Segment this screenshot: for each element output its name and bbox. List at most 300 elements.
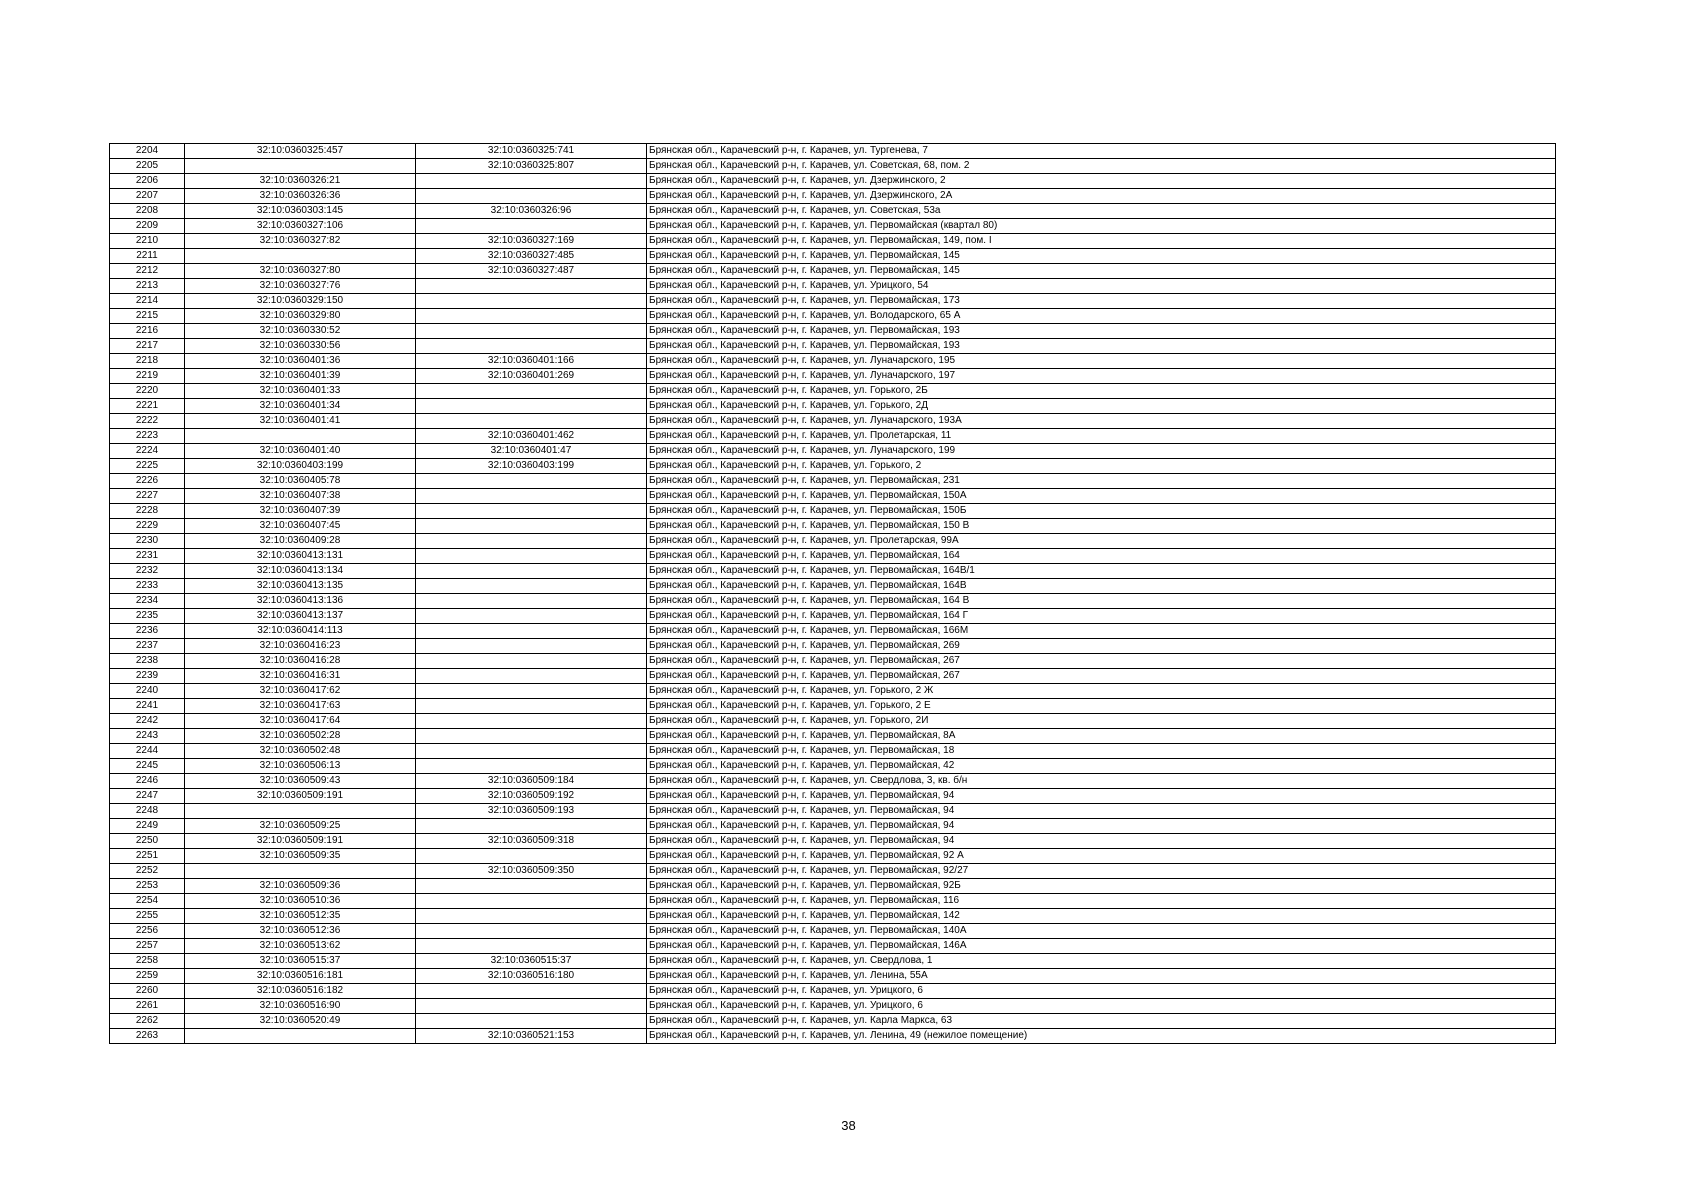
address-cell: Брянская обл., Карачевский р-н, г. Карачев, ул. Пролетарская, 11 [647, 429, 1556, 444]
address-cell: Брянская обл., Карачевский р-н, г. Карачев, ул. Ленина, 55А [647, 969, 1556, 984]
address-cell: Брянская обл., Карачевский р-н, г. Карачев, ул. Первомайская, 142 [647, 909, 1556, 924]
cadastral-number-cell: 32:10:0360327:76 [185, 279, 416, 294]
table-row [110, 354, 1556, 369]
object-number-cell [416, 879, 647, 894]
table-row [110, 159, 1556, 174]
object-number-cell [416, 474, 647, 489]
table-row [110, 864, 1556, 879]
row-number-cell: 2232 [110, 564, 185, 579]
cadastral-number-cell: 32:10:0360409:28 [185, 534, 416, 549]
cadastral-number-cell: 32:10:0360506:13 [185, 759, 416, 774]
table-row [110, 804, 1556, 819]
table-row [110, 969, 1556, 984]
row-number-cell: 2235 [110, 609, 185, 624]
row-number-cell: 2214 [110, 294, 185, 309]
object-number-cell [416, 324, 647, 339]
table-row [110, 489, 1556, 504]
row-number-cell: 2215 [110, 309, 185, 324]
row-number-cell: 2262 [110, 1014, 185, 1029]
row-number-cell: 2212 [110, 264, 185, 279]
cadastral-number-cell: 32:10:0360516:182 [185, 984, 416, 999]
object-number-cell: 32:10:0360401:47 [416, 444, 647, 459]
address-cell: Брянская обл., Карачевский р-н, г. Карачев, ул. Горького, 2Б [647, 384, 1556, 399]
address-cell: Брянская обл., Карачевский р-н, г. Карачев, ул. Володарского, 65 А [647, 309, 1556, 324]
object-number-cell: 32:10:0360521:153 [416, 1029, 647, 1044]
object-number-cell: 32:10:0360515:37 [416, 954, 647, 969]
table-row [110, 144, 1556, 159]
table-row [110, 729, 1556, 744]
row-number-cell: 2234 [110, 594, 185, 609]
cadastral-number-cell: 32:10:0360509:191 [185, 834, 416, 849]
row-number-cell: 2257 [110, 939, 185, 954]
cadastral-number-cell: 32:10:0360401:34 [185, 399, 416, 414]
row-number-cell: 2250 [110, 834, 185, 849]
table-row [110, 474, 1556, 489]
address-cell: Брянская обл., Карачевский р-н, г. Карачев, ул. Советская, 53а [647, 204, 1556, 219]
object-number-cell [416, 759, 647, 774]
object-number-cell [416, 984, 647, 999]
address-cell: Брянская обл., Карачевский р-н, г. Карачев, ул. Первомайская, 193 [647, 339, 1556, 354]
cadastral-number-cell: 32:10:0360401:36 [185, 354, 416, 369]
row-number-cell: 2233 [110, 579, 185, 594]
table-row [110, 264, 1556, 279]
cadastral-number-cell: 32:10:0360414:113 [185, 624, 416, 639]
table-row [110, 279, 1556, 294]
object-number-cell: 32:10:0360401:462 [416, 429, 647, 444]
object-number-cell: 32:10:0360326:96 [416, 204, 647, 219]
address-cell: Брянская обл., Карачевский р-н, г. Карачев, ул. Первомайская, 146А [647, 939, 1556, 954]
table-row [110, 504, 1556, 519]
table-row [110, 294, 1556, 309]
registry-table [109, 143, 1556, 1044]
row-number-cell: 2209 [110, 219, 185, 234]
row-number-cell: 2238 [110, 654, 185, 669]
address-cell: Брянская обл., Карачевский р-н, г. Карачев, ул. Первомайская, 145 [647, 249, 1556, 264]
cadastral-number-cell: 32:10:0360509:25 [185, 819, 416, 834]
object-number-cell [416, 489, 647, 504]
table-row [110, 309, 1556, 324]
cadastral-number-cell: 32:10:0360510:36 [185, 894, 416, 909]
cadastral-number-cell: 32:10:0360502:28 [185, 729, 416, 744]
cadastral-number-cell: 32:10:0360326:36 [185, 189, 416, 204]
object-number-cell [416, 819, 647, 834]
row-number-cell: 2216 [110, 324, 185, 339]
address-cell: Брянская обл., Карачевский р-н, г. Карачев, ул. Дзержинского, 2А [647, 189, 1556, 204]
cadastral-number-cell: 32:10:0360512:36 [185, 924, 416, 939]
table-row [110, 594, 1556, 609]
cadastral-number-cell: 32:10:0360509:35 [185, 849, 416, 864]
table-row [110, 894, 1556, 909]
row-number-cell: 2247 [110, 789, 185, 804]
table-row [110, 819, 1556, 834]
object-number-cell [416, 504, 647, 519]
table-row [110, 429, 1556, 444]
row-number-cell: 2245 [110, 759, 185, 774]
table-row [110, 669, 1556, 684]
table-row [110, 339, 1556, 354]
address-cell: Брянская обл., Карачевский р-н, г. Карачев, ул. Первомайская, 92/27 [647, 864, 1556, 879]
object-number-cell [416, 999, 647, 1014]
table-row [110, 954, 1556, 969]
object-number-cell [416, 294, 647, 309]
object-number-cell [416, 624, 647, 639]
address-cell: Брянская обл., Карачевский р-н, г. Карачев, ул. Первомайская, 140А [647, 924, 1556, 939]
address-cell: Брянская обл., Карачевский р-н, г. Карачев, ул. Горького, 2Д [647, 399, 1556, 414]
cadastral-number-cell: 32:10:0360417:62 [185, 684, 416, 699]
address-cell: Брянская обл., Карачевский р-н, г. Карачев, ул. Первомайская, 164 В [647, 594, 1556, 609]
object-number-cell: 32:10:0360403:199 [416, 459, 647, 474]
object-number-cell: 32:10:0360509:184 [416, 774, 647, 789]
address-cell: Брянская обл., Карачевский р-н, г. Карачев, ул. Первомайская, 94 [647, 804, 1556, 819]
cadastral-number-cell: 32:10:0360327:82 [185, 234, 416, 249]
table-row [110, 249, 1556, 264]
row-number-cell: 2244 [110, 744, 185, 759]
object-number-cell [416, 339, 647, 354]
row-number-cell: 2259 [110, 969, 185, 984]
cadastral-number-cell: 32:10:0360416:31 [185, 669, 416, 684]
object-number-cell [416, 414, 647, 429]
object-number-cell [416, 519, 647, 534]
object-number-cell: 32:10:0360325:741 [416, 144, 647, 159]
object-number-cell: 32:10:0360509:192 [416, 789, 647, 804]
row-number-cell: 2260 [110, 984, 185, 999]
address-cell: Брянская обл., Карачевский р-н, г. Карачев, ул. Первомайская, 269 [647, 639, 1556, 654]
address-cell: Брянская обл., Карачевский р-н, г. Карачев, ул. Первомайская, 231 [647, 474, 1556, 489]
table-row [110, 534, 1556, 549]
row-number-cell: 2239 [110, 669, 185, 684]
table-row [110, 1029, 1556, 1044]
row-number-cell: 2230 [110, 534, 185, 549]
cadastral-number-cell: 32:10:0360330:56 [185, 339, 416, 354]
address-cell: Брянская обл., Карачевский р-н, г. Карачев, ул. Ленина, 49 (нежилое помещение) [647, 1029, 1556, 1044]
address-cell: Брянская обл., Карачевский р-н, г. Карачев, ул. Первомайская, 164В/1 [647, 564, 1556, 579]
table-row [110, 879, 1556, 894]
object-number-cell [416, 534, 647, 549]
table-row [110, 639, 1556, 654]
table-row [110, 234, 1556, 249]
row-number-cell: 2240 [110, 684, 185, 699]
row-number-cell: 2225 [110, 459, 185, 474]
address-cell: Брянская обл., Карачевский р-н, г. Карачев, ул. Первомайская, 145 [647, 264, 1556, 279]
table-row [110, 579, 1556, 594]
address-cell: Брянская обл., Карачевский р-н, г. Карачев, ул. Первомайская, 94 [647, 834, 1556, 849]
table-row [110, 459, 1556, 474]
table-row [110, 324, 1556, 339]
table-row [110, 834, 1556, 849]
table-row [110, 774, 1556, 789]
cadastral-number-cell [185, 1029, 416, 1044]
address-cell: Брянская обл., Карачевский р-н, г. Карачев, ул. Луначарского, 193А [647, 414, 1556, 429]
row-number-cell: 2205 [110, 159, 185, 174]
object-number-cell: 32:10:0360325:807 [416, 159, 647, 174]
address-cell: Брянская обл., Карачевский р-н, г. Карачев, ул. Советская, 68, пом. 2 [647, 159, 1556, 174]
cadastral-number-cell: 32:10:0360416:23 [185, 639, 416, 654]
address-cell: Брянская обл., Карачевский р-н, г. Карачев, ул. Первомайская, 92Б [647, 879, 1556, 894]
cadastral-number-cell: 32:10:0360516:90 [185, 999, 416, 1014]
cadastral-number-cell: 32:10:0360417:63 [185, 699, 416, 714]
table-row [110, 1014, 1556, 1029]
table-row [110, 369, 1556, 384]
address-cell: Брянская обл., Карачевский р-н, г. Карачев, ул. Первомайская, 150Б [647, 504, 1556, 519]
table-row [110, 189, 1556, 204]
cadastral-number-cell: 32:10:0360401:41 [185, 414, 416, 429]
object-number-cell: 32:10:0360327:487 [416, 264, 647, 279]
cadastral-number-cell: 32:10:0360330:52 [185, 324, 416, 339]
cadastral-number-cell: 32:10:0360327:80 [185, 264, 416, 279]
cadastral-number-cell: 32:10:0360329:80 [185, 309, 416, 324]
row-number-cell: 2251 [110, 849, 185, 864]
object-number-cell: 32:10:0360509:193 [416, 804, 647, 819]
object-number-cell [416, 609, 647, 624]
object-number-cell: 32:10:0360509:350 [416, 864, 647, 879]
page-number: 38 [841, 1118, 856, 1133]
object-number-cell [416, 639, 647, 654]
cadastral-number-cell [185, 864, 416, 879]
row-number-cell: 2229 [110, 519, 185, 534]
object-number-cell [416, 939, 647, 954]
table-row [110, 684, 1556, 699]
object-number-cell: 32:10:0360401:269 [416, 369, 647, 384]
object-number-cell: 32:10:0360401:166 [416, 354, 647, 369]
address-cell: Брянская обл., Карачевский р-н, г. Карачев, ул. Первомайская, 150 В [647, 519, 1556, 534]
object-number-cell [416, 189, 647, 204]
table-row [110, 999, 1556, 1014]
row-number-cell: 2206 [110, 174, 185, 189]
address-cell: Брянская обл., Карачевский р-н, г. Карачев, ул. Горького, 2 [647, 459, 1556, 474]
object-number-cell [416, 669, 647, 684]
object-number-cell [416, 744, 647, 759]
row-number-cell: 2224 [110, 444, 185, 459]
row-number-cell: 2249 [110, 819, 185, 834]
object-number-cell: 32:10:0360509:318 [416, 834, 647, 849]
address-cell: Брянская обл., Карачевский р-н, г. Карачев, ул. Первомайская (квартал 80) [647, 219, 1556, 234]
cadastral-number-cell: 32:10:0360329:150 [185, 294, 416, 309]
object-number-cell [416, 1014, 647, 1029]
object-number-cell [416, 849, 647, 864]
table-row [110, 549, 1556, 564]
address-cell: Брянская обл., Карачевский р-н, г. Карачев, ул. Луначарского, 199 [647, 444, 1556, 459]
object-number-cell [416, 564, 647, 579]
row-number-cell: 2220 [110, 384, 185, 399]
object-number-cell [416, 309, 647, 324]
address-cell: Брянская обл., Карачевский р-н, г. Карачев, ул. Свердлова, 1 [647, 954, 1556, 969]
address-cell: Брянская обл., Карачевский р-н, г. Карачев, ул. Горького, 2 Е [647, 699, 1556, 714]
row-number-cell: 2253 [110, 879, 185, 894]
cadastral-number-cell [185, 804, 416, 819]
address-cell: Брянская обл., Карачевский р-н, г. Карачев, ул. Первомайская, 42 [647, 759, 1556, 774]
cadastral-number-cell: 32:10:0360515:37 [185, 954, 416, 969]
table-row [110, 984, 1556, 999]
row-number-cell: 2255 [110, 909, 185, 924]
object-number-cell [416, 594, 647, 609]
cadastral-number-cell: 32:10:0360520:49 [185, 1014, 416, 1029]
table-row [110, 699, 1556, 714]
cadastral-number-cell: 32:10:0360509:36 [185, 879, 416, 894]
cadastral-number-cell: 32:10:0360403:199 [185, 459, 416, 474]
address-cell: Брянская обл., Карачевский р-н, г. Карачев, ул. Луначарского, 197 [647, 369, 1556, 384]
object-number-cell: 32:10:0360327:169 [416, 234, 647, 249]
address-cell: Брянская обл., Карачевский р-н, г. Карачев, ул. Урицкого, 54 [647, 279, 1556, 294]
row-number-cell: 2226 [110, 474, 185, 489]
address-cell: Брянская обл., Карачевский р-н, г. Карачев, ул. Первомайская, 94 [647, 819, 1556, 834]
object-number-cell [416, 924, 647, 939]
address-cell: Брянская обл., Карачевский р-н, г. Карачев, ул. Первомайская, 166М [647, 624, 1556, 639]
row-number-cell: 2217 [110, 339, 185, 354]
address-cell: Брянская обл., Карачевский р-н, г. Карачев, ул. Первомайская, 267 [647, 654, 1556, 669]
cadastral-number-cell [185, 249, 416, 264]
row-number-cell: 2252 [110, 864, 185, 879]
table-row [110, 624, 1556, 639]
address-cell: Брянская обл., Карачевский р-н, г. Карачев, ул. Урицкого, 6 [647, 984, 1556, 999]
cadastral-number-cell: 32:10:0360407:39 [185, 504, 416, 519]
table-row [110, 789, 1556, 804]
cadastral-number-cell: 32:10:0360502:48 [185, 744, 416, 759]
object-number-cell [416, 549, 647, 564]
table-row [110, 924, 1556, 939]
table-row [110, 909, 1556, 924]
row-number-cell: 2258 [110, 954, 185, 969]
row-number-cell: 2263 [110, 1029, 185, 1044]
cadastral-number-cell: 32:10:0360401:33 [185, 384, 416, 399]
cadastral-number-cell: 32:10:0360513:62 [185, 939, 416, 954]
object-number-cell [416, 399, 647, 414]
address-cell: Брянская обл., Карачевский р-н, г. Карачев, ул. Тургенева, 7 [647, 144, 1556, 159]
cadastral-number-cell: 32:10:0360413:136 [185, 594, 416, 609]
object-number-cell [416, 909, 647, 924]
address-cell: Брянская обл., Карачевский р-н, г. Карачев, ул. Урицкого, 6 [647, 999, 1556, 1014]
cadastral-number-cell: 32:10:0360325:457 [185, 144, 416, 159]
cadastral-number-cell: 32:10:0360413:137 [185, 609, 416, 624]
cadastral-number-cell [185, 159, 416, 174]
address-cell: Брянская обл., Карачевский р-н, г. Карачев, ул. Карла Маркса, 63 [647, 1014, 1556, 1029]
cadastral-number-cell: 32:10:0360326:21 [185, 174, 416, 189]
row-number-cell: 2242 [110, 714, 185, 729]
table-row [110, 654, 1556, 669]
object-number-cell [416, 579, 647, 594]
row-number-cell: 2213 [110, 279, 185, 294]
row-number-cell: 2237 [110, 639, 185, 654]
table-row [110, 849, 1556, 864]
row-number-cell: 2204 [110, 144, 185, 159]
table-row [110, 384, 1556, 399]
address-cell: Брянская обл., Карачевский р-н, г. Карачев, ул. Первомайская, 150А [647, 489, 1556, 504]
address-cell: Брянская обл., Карачевский р-н, г. Карачев, ул. Луначарского, 195 [647, 354, 1556, 369]
address-cell: Брянская обл., Карачевский р-н, г. Карачев, ул. Первомайская, 8А [647, 729, 1556, 744]
table-row [110, 759, 1556, 774]
address-cell: Брянская обл., Карачевский р-н, г. Карачев, ул. Пролетарская, 99А [647, 534, 1556, 549]
cadastral-number-cell: 32:10:0360416:28 [185, 654, 416, 669]
object-number-cell [416, 684, 647, 699]
row-number-cell: 2219 [110, 369, 185, 384]
cadastral-number-cell: 32:10:0360407:45 [185, 519, 416, 534]
object-number-cell [416, 279, 647, 294]
table-row [110, 939, 1556, 954]
table-row [110, 414, 1556, 429]
row-number-cell: 2223 [110, 429, 185, 444]
object-number-cell [416, 894, 647, 909]
row-number-cell: 2210 [110, 234, 185, 249]
table-row [110, 219, 1556, 234]
object-number-cell [416, 699, 647, 714]
row-number-cell: 2243 [110, 729, 185, 744]
address-cell: Брянская обл., Карачевский р-н, г. Карачев, ул. Первомайская, 173 [647, 294, 1556, 309]
cadastral-number-cell: 32:10:0360413:134 [185, 564, 416, 579]
cadastral-number-cell: 32:10:0360401:40 [185, 444, 416, 459]
address-cell: Брянская обл., Карачевский р-н, г. Карачев, ул. Первомайская, 267 [647, 669, 1556, 684]
row-number-cell: 2228 [110, 504, 185, 519]
cadastral-number-cell: 32:10:0360417:64 [185, 714, 416, 729]
table-row [110, 744, 1556, 759]
row-number-cell: 2261 [110, 999, 185, 1014]
cadastral-number-cell: 32:10:0360509:43 [185, 774, 416, 789]
table-row [110, 204, 1556, 219]
cadastral-number-cell: 32:10:0360303:145 [185, 204, 416, 219]
row-number-cell: 2207 [110, 189, 185, 204]
cadastral-number-cell: 32:10:0360516:181 [185, 969, 416, 984]
address-cell: Брянская обл., Карачевский р-н, г. Карачев, ул. Горького, 2И [647, 714, 1556, 729]
row-number-cell: 2227 [110, 489, 185, 504]
row-number-cell: 2256 [110, 924, 185, 939]
cadastral-number-cell: 32:10:0360413:135 [185, 579, 416, 594]
address-cell: Брянская обл., Карачевский р-н, г. Карачев, ул. Первомайская, 116 [647, 894, 1556, 909]
cadastral-number-cell: 32:10:0360512:35 [185, 909, 416, 924]
address-cell: Брянская обл., Карачевский р-н, г. Карачев, ул. Первомайская, 94 [647, 789, 1556, 804]
row-number-cell: 2236 [110, 624, 185, 639]
row-number-cell: 2218 [110, 354, 185, 369]
address-cell: Брянская обл., Карачевский р-н, г. Карачев, ул. Дзержинского, 2 [647, 174, 1556, 189]
table-row [110, 564, 1556, 579]
row-number-cell: 2222 [110, 414, 185, 429]
object-number-cell [416, 654, 647, 669]
object-number-cell [416, 714, 647, 729]
address-cell: Брянская обл., Карачевский р-н, г. Карачев, ул. Первомайская, 193 [647, 324, 1556, 339]
row-number-cell: 2241 [110, 699, 185, 714]
address-cell: Брянская обл., Карачевский р-н, г. Карачев, ул. Первомайская, 92 А [647, 849, 1556, 864]
address-cell: Брянская обл., Карачевский р-н, г. Карачев, ул. Горького, 2 Ж [647, 684, 1556, 699]
table-row [110, 519, 1556, 534]
address-cell: Брянская обл., Карачевский р-н, г. Карачев, ул. Первомайская, 164 [647, 549, 1556, 564]
object-number-cell: 32:10:0360327:485 [416, 249, 647, 264]
cadastral-number-cell: 32:10:0360401:39 [185, 369, 416, 384]
table-row [110, 174, 1556, 189]
row-number-cell: 2248 [110, 804, 185, 819]
cadastral-number-cell: 32:10:0360413:131 [185, 549, 416, 564]
object-number-cell: 32:10:0360516:180 [416, 969, 647, 984]
address-cell: Брянская обл., Карачевский р-н, г. Карачев, ул. Первомайская, 149, пом. I [647, 234, 1556, 249]
address-cell: Брянская обл., Карачевский р-н, г. Карачев, ул. Первомайская, 164 Г [647, 609, 1556, 624]
cadastral-number-cell: 32:10:0360407:38 [185, 489, 416, 504]
object-number-cell [416, 384, 647, 399]
address-cell: Брянская обл., Карачевский р-н, г. Карачев, ул. Свердлова, 3, кв. б/н [647, 774, 1556, 789]
row-number-cell: 2221 [110, 399, 185, 414]
row-number-cell: 2208 [110, 204, 185, 219]
row-number-cell: 2246 [110, 774, 185, 789]
cadastral-number-cell [185, 429, 416, 444]
table-row [110, 444, 1556, 459]
cadastral-number-cell: 32:10:0360405:78 [185, 474, 416, 489]
table-row [110, 609, 1556, 624]
table-row [110, 714, 1556, 729]
registry-body [110, 144, 1556, 1044]
row-number-cell: 2211 [110, 249, 185, 264]
cadastral-number-cell: 32:10:0360327:106 [185, 219, 416, 234]
object-number-cell [416, 174, 647, 189]
object-number-cell [416, 729, 647, 744]
address-cell: Брянская обл., Карачевский р-н, г. Карачев, ул. Первомайская, 164В [647, 579, 1556, 594]
row-number-cell: 2231 [110, 549, 185, 564]
address-cell: Брянская обл., Карачевский р-н, г. Карачев, ул. Первомайская, 18 [647, 744, 1556, 759]
row-number-cell: 2254 [110, 894, 185, 909]
